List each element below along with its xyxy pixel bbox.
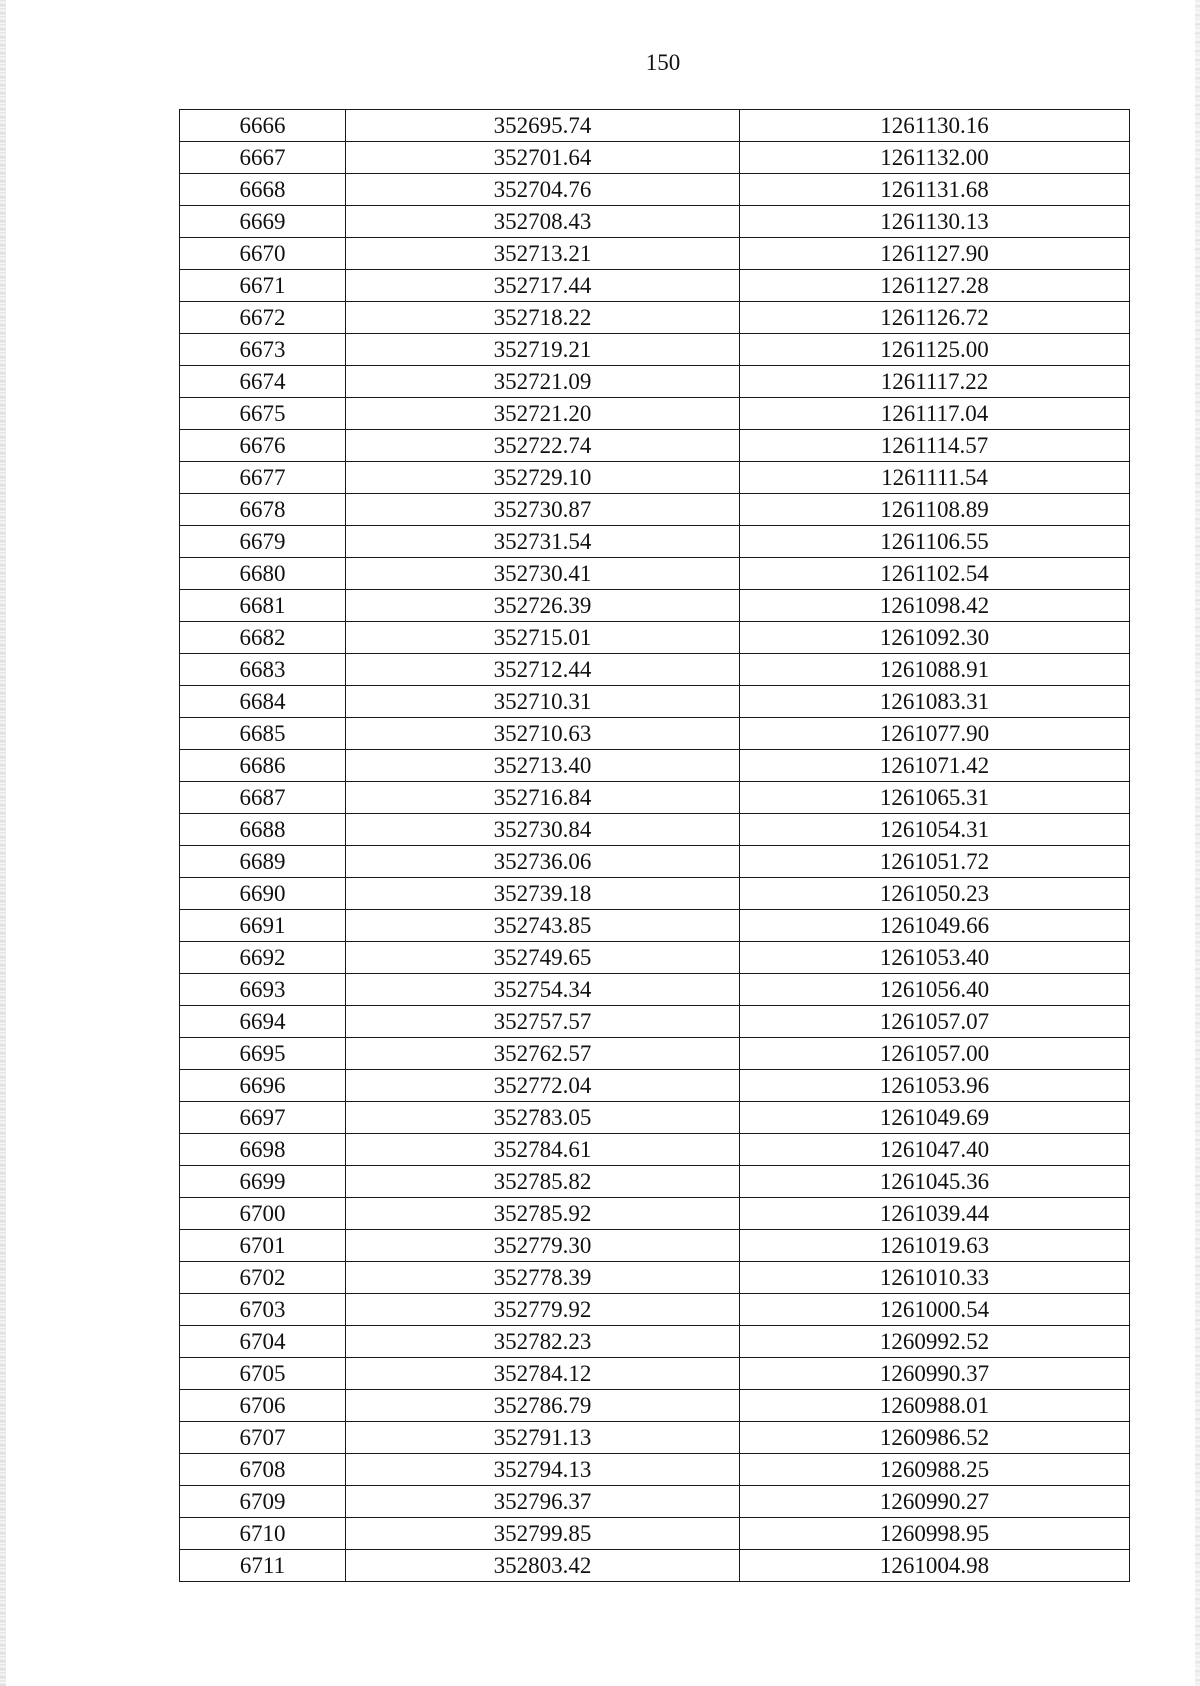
point-number-cell: 6675	[180, 398, 346, 430]
table-row	[180, 878, 1130, 910]
y-coordinate-cell: 1260986.52	[740, 1422, 1130, 1454]
point-number-cell: 6674	[180, 366, 346, 398]
y-coordinate-cell: 1261106.55	[740, 526, 1130, 558]
y-coordinate-cell: 1261053.96	[740, 1070, 1130, 1102]
x-coordinate-cell: 352712.44	[346, 654, 740, 686]
point-number-cell: 6695	[180, 1038, 346, 1070]
x-coordinate-cell: 352784.61	[346, 1134, 740, 1166]
point-number-cell: 6699	[180, 1166, 346, 1198]
x-coordinate-cell: 352739.18	[346, 878, 740, 910]
coordinate-table	[179, 109, 1130, 1582]
table-row	[180, 1166, 1130, 1198]
point-number-cell: 6696	[180, 1070, 346, 1102]
point-number-cell: 6693	[180, 974, 346, 1006]
y-coordinate-cell: 1261000.54	[740, 1294, 1130, 1326]
point-number-cell: 6701	[180, 1230, 346, 1262]
table-row	[180, 846, 1130, 878]
y-coordinate-cell: 1261108.89	[740, 494, 1130, 526]
y-coordinate-cell: 1261057.07	[740, 1006, 1130, 1038]
table-row	[180, 942, 1130, 974]
y-coordinate-cell: 1261071.42	[740, 750, 1130, 782]
y-coordinate-cell: 1261131.68	[740, 174, 1130, 206]
point-number-cell: 6666	[180, 110, 346, 142]
table-row	[180, 750, 1130, 782]
x-coordinate-cell: 352786.79	[346, 1390, 740, 1422]
y-coordinate-cell: 1261127.28	[740, 270, 1130, 302]
y-coordinate-cell: 1260998.95	[740, 1518, 1130, 1550]
point-number-cell: 6678	[180, 494, 346, 526]
point-number-cell: 6690	[180, 878, 346, 910]
y-coordinate-cell: 1261050.23	[740, 878, 1130, 910]
x-coordinate-cell: 352708.43	[346, 206, 740, 238]
y-coordinate-cell: 1260990.27	[740, 1486, 1130, 1518]
table-row	[180, 686, 1130, 718]
x-coordinate-cell: 352717.44	[346, 270, 740, 302]
x-coordinate-cell: 352731.54	[346, 526, 740, 558]
table-row	[180, 206, 1130, 238]
x-coordinate-cell: 352743.85	[346, 910, 740, 942]
table-row	[180, 718, 1130, 750]
point-number-cell: 6706	[180, 1390, 346, 1422]
x-coordinate-cell: 352710.63	[346, 718, 740, 750]
y-coordinate-cell: 1261049.69	[740, 1102, 1130, 1134]
point-number-cell: 6686	[180, 750, 346, 782]
point-number-cell: 6670	[180, 238, 346, 270]
table-row	[180, 334, 1130, 366]
point-number-cell: 6669	[180, 206, 346, 238]
point-number-cell: 6697	[180, 1102, 346, 1134]
point-number-cell: 6672	[180, 302, 346, 334]
x-coordinate-cell: 352713.21	[346, 238, 740, 270]
y-coordinate-cell: 1261092.30	[740, 622, 1130, 654]
x-coordinate-cell: 352785.92	[346, 1198, 740, 1230]
table-row	[180, 270, 1130, 302]
table-row	[180, 1038, 1130, 1070]
x-coordinate-cell: 352721.20	[346, 398, 740, 430]
point-number-cell: 6681	[180, 590, 346, 622]
y-coordinate-cell: 1261102.54	[740, 558, 1130, 590]
y-coordinate-cell: 1261051.72	[740, 846, 1130, 878]
y-coordinate-cell: 1261057.00	[740, 1038, 1130, 1070]
point-number-cell: 6710	[180, 1518, 346, 1550]
x-coordinate-cell: 352791.13	[346, 1422, 740, 1454]
point-number-cell: 6698	[180, 1134, 346, 1166]
x-coordinate-cell: 352784.12	[346, 1358, 740, 1390]
scan-edge-left	[0, 0, 6, 1686]
x-coordinate-cell: 352729.10	[346, 462, 740, 494]
point-number-cell: 6702	[180, 1262, 346, 1294]
y-coordinate-cell: 1261132.00	[740, 142, 1130, 174]
table-row	[180, 1390, 1130, 1422]
point-number-cell: 6671	[180, 270, 346, 302]
x-coordinate-cell: 352762.57	[346, 1038, 740, 1070]
point-number-cell: 6679	[180, 526, 346, 558]
table-row	[180, 174, 1130, 206]
point-number-cell: 6707	[180, 1422, 346, 1454]
table-row	[180, 1006, 1130, 1038]
x-coordinate-cell: 352772.04	[346, 1070, 740, 1102]
x-coordinate-cell: 352782.23	[346, 1326, 740, 1358]
x-coordinate-cell: 352757.57	[346, 1006, 740, 1038]
point-number-cell: 6709	[180, 1486, 346, 1518]
y-coordinate-cell: 1261039.44	[740, 1198, 1130, 1230]
y-coordinate-cell: 1261083.31	[740, 686, 1130, 718]
x-coordinate-cell: 352799.85	[346, 1518, 740, 1550]
x-coordinate-cell: 352779.92	[346, 1294, 740, 1326]
point-number-cell: 6680	[180, 558, 346, 590]
x-coordinate-cell: 352701.64	[346, 142, 740, 174]
table-row	[180, 462, 1130, 494]
point-number-cell: 6705	[180, 1358, 346, 1390]
table-row	[180, 1102, 1130, 1134]
point-number-cell: 6688	[180, 814, 346, 846]
table-row	[180, 1550, 1130, 1582]
x-coordinate-cell: 352783.05	[346, 1102, 740, 1134]
y-coordinate-cell: 1261004.98	[740, 1550, 1130, 1582]
point-number-cell: 6694	[180, 1006, 346, 1038]
table-row	[180, 1070, 1130, 1102]
table-row	[180, 1358, 1130, 1390]
x-coordinate-cell: 352794.13	[346, 1454, 740, 1486]
point-number-cell: 6711	[180, 1550, 346, 1582]
point-number-cell: 6708	[180, 1454, 346, 1486]
point-number-cell: 6683	[180, 654, 346, 686]
table-row	[180, 110, 1130, 142]
table-row	[180, 782, 1130, 814]
point-number-cell: 6692	[180, 942, 346, 974]
x-coordinate-cell: 352695.74	[346, 110, 740, 142]
x-coordinate-cell: 352730.41	[346, 558, 740, 590]
table-row	[180, 1294, 1130, 1326]
point-number-cell: 6668	[180, 174, 346, 206]
point-number-cell: 6703	[180, 1294, 346, 1326]
y-coordinate-cell: 1261111.54	[740, 462, 1130, 494]
table-row	[180, 654, 1130, 686]
y-coordinate-cell: 1261065.31	[740, 782, 1130, 814]
y-coordinate-cell: 1261130.13	[740, 206, 1130, 238]
x-coordinate-cell: 352779.30	[346, 1230, 740, 1262]
table-row	[180, 238, 1130, 270]
page-number: 150	[645, 50, 681, 75]
y-coordinate-cell: 1260992.52	[740, 1326, 1130, 1358]
x-coordinate-cell: 352785.82	[346, 1166, 740, 1198]
y-coordinate-cell: 1261047.40	[740, 1134, 1130, 1166]
y-coordinate-cell: 1261053.40	[740, 942, 1130, 974]
y-coordinate-cell: 1261126.72	[740, 302, 1130, 334]
x-coordinate-cell: 352736.06	[346, 846, 740, 878]
table-row	[180, 494, 1130, 526]
point-number-cell: 6676	[180, 430, 346, 462]
table-row	[180, 974, 1130, 1006]
table-row	[180, 1262, 1130, 1294]
x-coordinate-cell: 352721.09	[346, 366, 740, 398]
y-coordinate-cell: 1261088.91	[740, 654, 1130, 686]
table-row	[180, 302, 1130, 334]
table-row	[180, 430, 1130, 462]
table-row	[180, 622, 1130, 654]
x-coordinate-cell: 352726.39	[346, 590, 740, 622]
x-coordinate-cell: 352715.01	[346, 622, 740, 654]
table-row	[180, 366, 1130, 398]
x-coordinate-cell: 352719.21	[346, 334, 740, 366]
x-coordinate-cell: 352710.31	[346, 686, 740, 718]
table-row	[180, 910, 1130, 942]
point-number-cell: 6682	[180, 622, 346, 654]
y-coordinate-cell: 1261125.00	[740, 334, 1130, 366]
x-coordinate-cell: 352704.76	[346, 174, 740, 206]
x-coordinate-cell: 352713.40	[346, 750, 740, 782]
table-row	[180, 1454, 1130, 1486]
x-coordinate-cell: 352803.42	[346, 1550, 740, 1582]
y-coordinate-cell: 1261010.33	[740, 1262, 1130, 1294]
y-coordinate-cell: 1260990.37	[740, 1358, 1130, 1390]
table-row	[180, 1422, 1130, 1454]
x-coordinate-cell: 352754.34	[346, 974, 740, 1006]
point-number-cell: 6689	[180, 846, 346, 878]
x-coordinate-cell: 352730.87	[346, 494, 740, 526]
table-row	[180, 1326, 1130, 1358]
point-number-cell: 6684	[180, 686, 346, 718]
x-coordinate-cell: 352722.74	[346, 430, 740, 462]
y-coordinate-cell: 1261049.66	[740, 910, 1130, 942]
table-row	[180, 558, 1130, 590]
x-coordinate-cell: 352749.65	[346, 942, 740, 974]
y-coordinate-cell: 1261056.40	[740, 974, 1130, 1006]
table-row	[180, 1198, 1130, 1230]
point-number-cell: 6685	[180, 718, 346, 750]
y-coordinate-cell: 1261117.04	[740, 398, 1130, 430]
y-coordinate-cell: 1261130.16	[740, 110, 1130, 142]
y-coordinate-cell: 1260988.25	[740, 1454, 1130, 1486]
y-coordinate-cell: 1261098.42	[740, 590, 1130, 622]
scan-edge-right	[1195, 0, 1200, 1686]
x-coordinate-cell: 352716.84	[346, 782, 740, 814]
table-row	[180, 1134, 1130, 1166]
x-coordinate-cell: 352718.22	[346, 302, 740, 334]
table-row	[180, 398, 1130, 430]
x-coordinate-cell: 352796.37	[346, 1486, 740, 1518]
table-row	[180, 526, 1130, 558]
y-coordinate-cell: 1260988.01	[740, 1390, 1130, 1422]
point-number-cell: 6677	[180, 462, 346, 494]
y-coordinate-cell: 1261019.63	[740, 1230, 1130, 1262]
y-coordinate-cell: 1261127.90	[740, 238, 1130, 270]
y-coordinate-cell: 1261054.31	[740, 814, 1130, 846]
y-coordinate-cell: 1261117.22	[740, 366, 1130, 398]
point-number-cell: 6687	[180, 782, 346, 814]
x-coordinate-cell: 352778.39	[346, 1262, 740, 1294]
table-row	[180, 142, 1130, 174]
coordinate-table-body	[180, 110, 1130, 1582]
x-coordinate-cell: 352730.84	[346, 814, 740, 846]
y-coordinate-cell: 1261114.57	[740, 430, 1130, 462]
point-number-cell: 6704	[180, 1326, 346, 1358]
table-row	[180, 1486, 1130, 1518]
point-number-cell: 6667	[180, 142, 346, 174]
table-row	[180, 590, 1130, 622]
table-row	[180, 814, 1130, 846]
point-number-cell: 6691	[180, 910, 346, 942]
table-row	[180, 1230, 1130, 1262]
y-coordinate-cell: 1261045.36	[740, 1166, 1130, 1198]
point-number-cell: 6700	[180, 1198, 346, 1230]
point-number-cell: 6673	[180, 334, 346, 366]
y-coordinate-cell: 1261077.90	[740, 718, 1130, 750]
table-row	[180, 1518, 1130, 1550]
